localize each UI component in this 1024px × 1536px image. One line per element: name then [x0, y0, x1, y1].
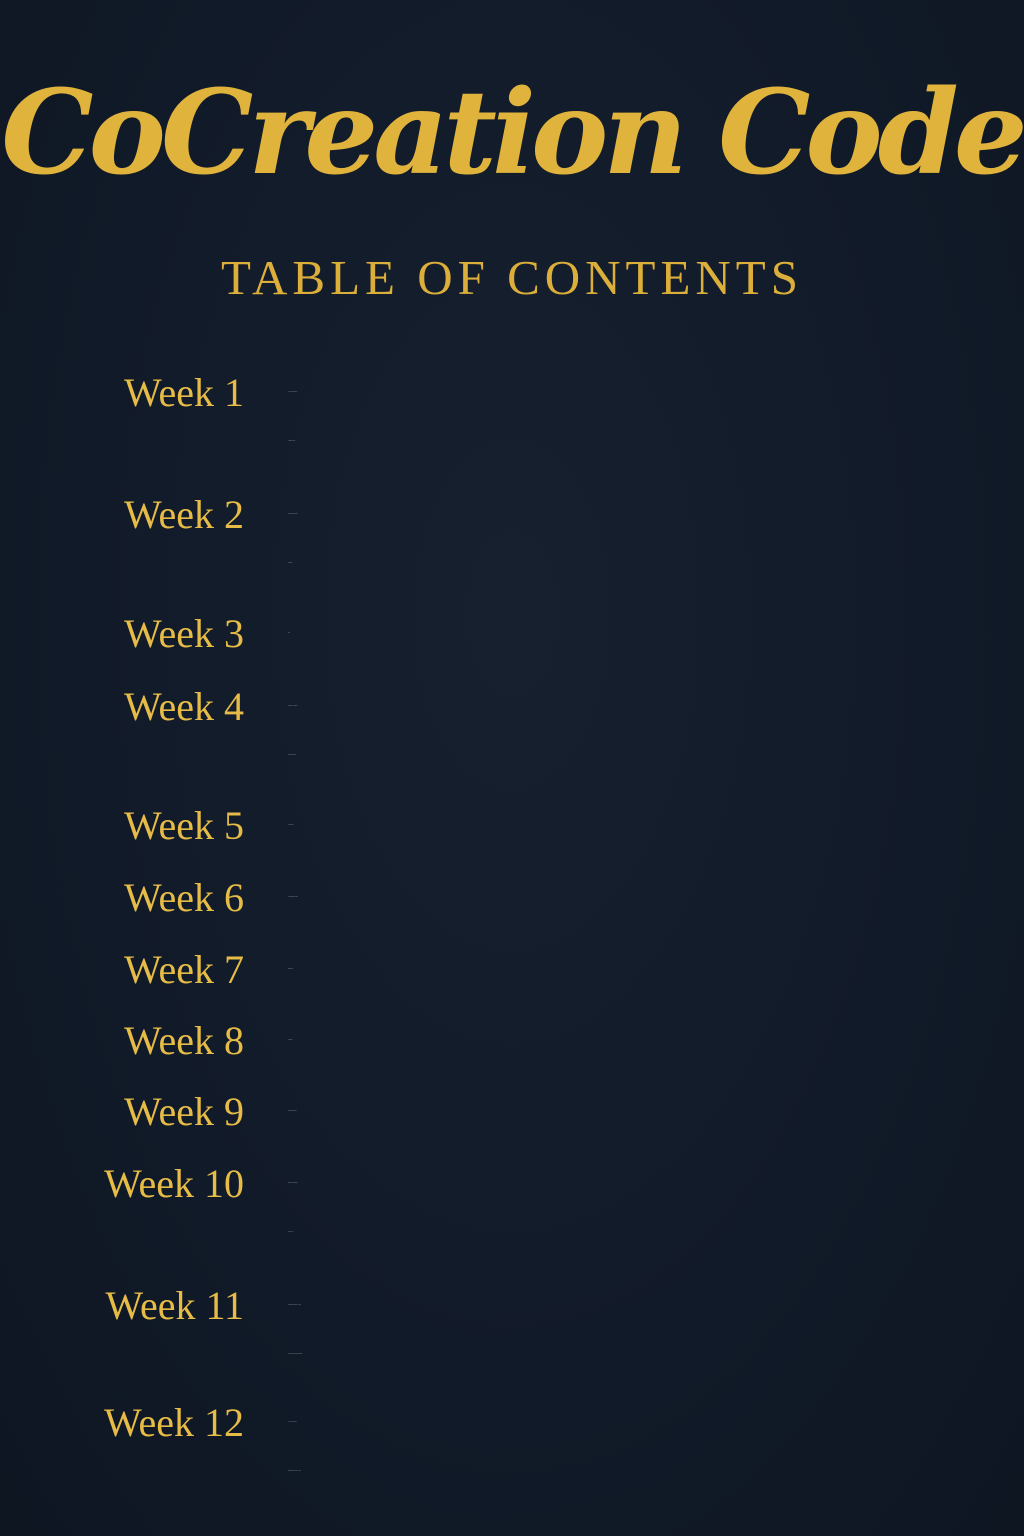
- toc-week-label: Week 7: [123, 947, 244, 992]
- toc-week-label: Week 2: [123, 492, 244, 537]
- toc-chapter-title: Longing for More: [288, 441, 296, 442]
- toc-chapter-title: Faith: [288, 633, 291, 634]
- toc-week-label: Week 4: [123, 684, 244, 729]
- toc-chapter-title: Unblocking Abundance–Giving,: [288, 1305, 301, 1306]
- toc-week-label: Week 6: [123, 875, 244, 920]
- toc-week-label: Week 1: [123, 370, 244, 415]
- toc-week-label: Week 12: [103, 1400, 244, 1445]
- toc-chapter-title: of Purpose: [288, 563, 293, 564]
- toc-chapter-title: Mastering the Laws of Creation: [288, 1471, 301, 1472]
- toc-chapter-title: Fear & Doubt: [288, 825, 294, 826]
- toc-chapter-title: Desire and Definiteness: [288, 514, 298, 515]
- toc-chapter-title: Organized Planning and: [288, 1183, 298, 1184]
- toc-chapter-title: Mastermind Principle: [288, 1111, 297, 1112]
- toc-week-label: Week 8: [123, 1018, 244, 1063]
- toc-chapter-title: Receiving, Forgiving, and Gratitude: [288, 1354, 303, 1355]
- toc-chapter-title: The Universal Matrix–: [288, 1422, 298, 1423]
- toc-week-label: Week 3: [123, 611, 244, 656]
- toc-chapter-title: The Subconscious Mind: [288, 897, 298, 898]
- toc-week-label: Week 11: [105, 1283, 244, 1328]
- toc-chapter-title: The Divine Discontent–: [288, 392, 298, 393]
- book-title: CoCreation Code: [1, 65, 1023, 201]
- toc-chapter-title: Imagination: [288, 969, 293, 970]
- toc-week-label: Week 9: [123, 1089, 244, 1134]
- toc-week-label: Week 5: [123, 803, 244, 848]
- toc-week-label: Week 10: [103, 1161, 244, 1206]
- toc-chapter-title: Right Action: [288, 1232, 294, 1233]
- toc-chapter-title: Persistence: [288, 1040, 293, 1041]
- toc-chapter-title: Decision–The Moment: [288, 706, 298, 707]
- toc-heading: TABLE OF CONTENTS: [221, 250, 803, 305]
- toc-chapter-title: Everything Changes: [288, 755, 297, 756]
